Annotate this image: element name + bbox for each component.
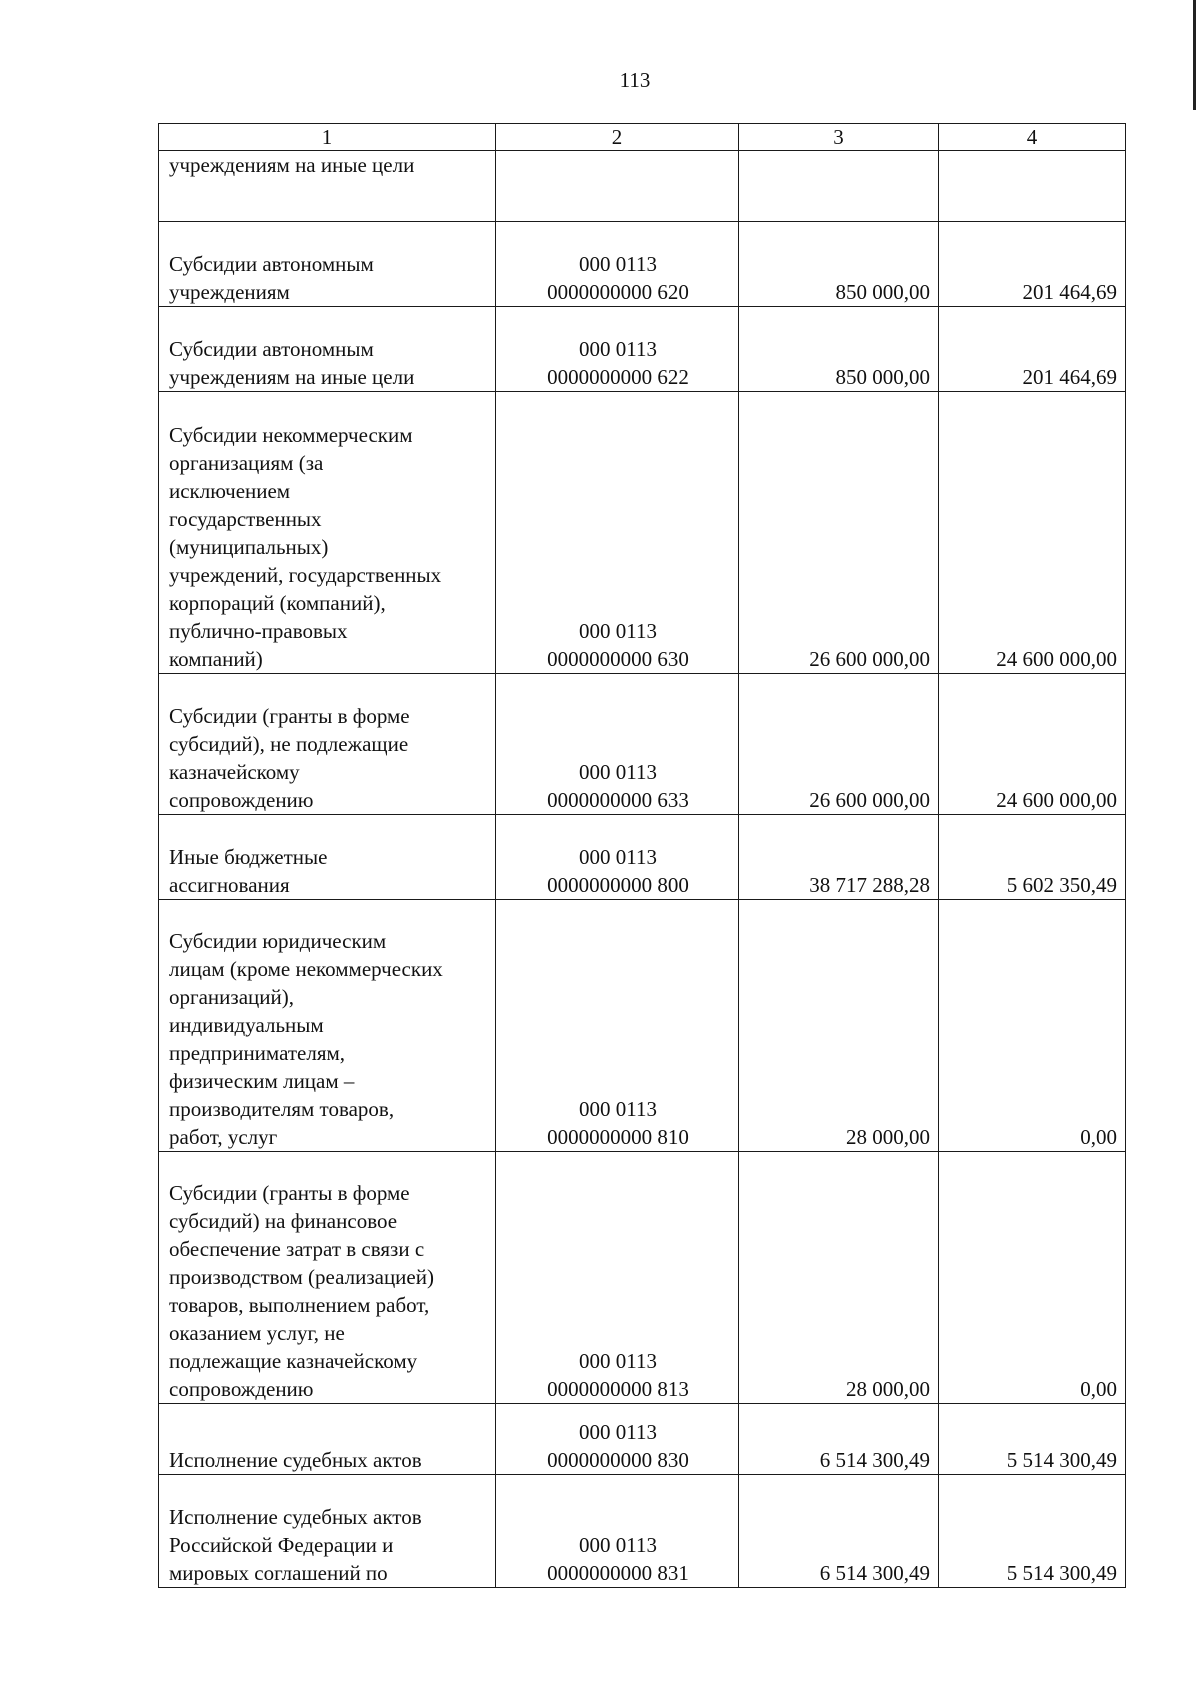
row-name: Субсидии некоммерческим организациям (за исключением государственных (муниципальных) учреждений, государственных корпораций (компаний), публично-правовых компаний) — [159, 392, 496, 674]
row-code: 000 0113 0000000000 810 — [496, 900, 739, 1152]
scan-margin-mark — [1193, 0, 1196, 110]
row-code — [496, 151, 739, 222]
row-col3-value: 28 000,00 — [739, 900, 939, 1152]
row-col4-value: 5 514 300,49 — [939, 1404, 1126, 1475]
table-row — [159, 307, 1126, 392]
row-name: Субсидии (гранты в форме субсидий) на финансовое обеспечение затрат в связи с производством (реализацией) товаров, выполнением работ, оказанием услуг, не подлежащие казначейскому сопровождению — [159, 1152, 496, 1404]
table-row — [159, 222, 1126, 307]
row-code: 000 0113 0000000000 630 — [496, 392, 739, 674]
row-col4-value: 0,00 — [939, 900, 1126, 1152]
table-row — [159, 1475, 1126, 1588]
row-col4-value: 24 600 000,00 — [939, 674, 1126, 815]
table-row — [159, 151, 1126, 222]
header-col-4: 4 — [939, 124, 1126, 151]
row-name: Иные бюджетные ассигнования — [159, 815, 496, 900]
row-name: Субсидии юридическим лицам (кроме некоммерческих организаций), индивидуальным предпринимателям, физическим лицам – производителям товаров, работ, услуг — [159, 900, 496, 1152]
row-col4-value — [939, 151, 1126, 222]
header-col-3: 3 — [739, 124, 939, 151]
row-name: Исполнение судебных актов — [159, 1404, 496, 1475]
table-row — [159, 1404, 1126, 1475]
row-name: Субсидии автономным учреждениям на иные цели — [159, 307, 496, 392]
budget-table — [158, 123, 1126, 1588]
row-name: Субсидии автономным учреждениям — [159, 222, 496, 307]
row-col3-value: 850 000,00 — [739, 307, 939, 392]
row-code: 000 0113 0000000000 831 — [496, 1475, 739, 1588]
row-col3-value: 850 000,00 — [739, 222, 939, 307]
header-row — [159, 124, 1126, 151]
row-code: 000 0113 0000000000 633 — [496, 674, 739, 815]
row-col3-value: 26 600 000,00 — [739, 674, 939, 815]
row-name: Исполнение судебных актов Российской Федерации и мировых соглашений по — [159, 1475, 496, 1588]
row-col3-value — [739, 151, 939, 222]
table-row — [159, 392, 1126, 674]
row-col3-value: 6 514 300,49 — [739, 1475, 939, 1588]
row-code: 000 0113 0000000000 620 — [496, 222, 739, 307]
row-col3-value: 26 600 000,00 — [739, 392, 939, 674]
row-code: 000 0113 0000000000 800 — [496, 815, 739, 900]
header-col-1: 1 — [159, 124, 496, 151]
row-col3-value: 28 000,00 — [739, 1152, 939, 1404]
row-col4-value: 201 464,69 — [939, 307, 1126, 392]
page-number — [0, 68, 1200, 93]
row-col4-value: 5 514 300,49 — [939, 1475, 1126, 1588]
row-code: 000 0113 0000000000 813 — [496, 1152, 739, 1404]
row-code: 000 0113 0000000000 830 — [496, 1404, 739, 1475]
row-name: Субсидии (гранты в форме субсидий), не подлежащие казначейскому сопровождению — [159, 674, 496, 815]
table-row — [159, 815, 1126, 900]
row-col4-value: 201 464,69 — [939, 222, 1126, 307]
row-col4-value: 0,00 — [939, 1152, 1126, 1404]
header-col-2: 2 — [496, 124, 739, 151]
row-name: учреждениям на иные цели — [159, 151, 496, 222]
page-number-text: 113 — [619, 68, 651, 92]
table-row — [159, 1152, 1126, 1404]
row-col3-value: 6 514 300,49 — [739, 1404, 939, 1475]
table-row — [159, 900, 1126, 1152]
table-row — [159, 674, 1126, 815]
row-code: 000 0113 0000000000 622 — [496, 307, 739, 392]
row-col4-value: 24 600 000,00 — [939, 392, 1126, 674]
row-col4-value: 5 602 350,49 — [939, 815, 1126, 900]
row-col3-value: 38 717 288,28 — [739, 815, 939, 900]
